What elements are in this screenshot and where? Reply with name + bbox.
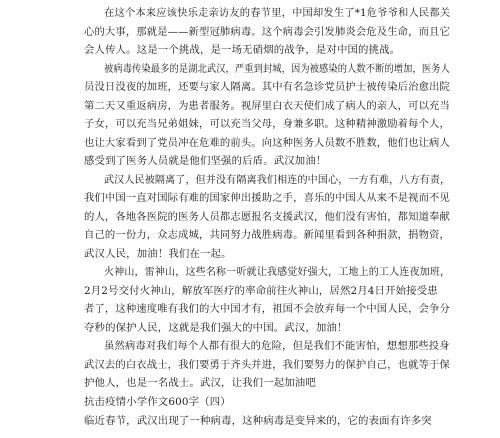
text-line: 也让大家看到了党员冲在危难的前头。向这种医务人员数不胜数，他们也让病人 [84, 136, 450, 149]
text-line: 2月2号交付火神山，解放军医疗的率命前往火神山，居然2月4日开始接受患 [84, 284, 438, 297]
text-line: 在这个本来应该快乐走亲访友的春节里，中国却发生了*1危爷爷和人民都关 [104, 7, 451, 19]
text-line: 虽然病毒对我们每个人都有很大的危险，但是我们不能害怕，想想那些投身 [104, 340, 450, 353]
text-line: 心的大事，那就是——新型冠肺病毒。这个病毒会引发肺炎会危及生命，而且它 [84, 25, 450, 38]
text-line: 护他人，也是一名战士。武汉，让我们一起加油吧 [84, 377, 316, 390]
text-line: 被病毒传染最多的是湖北武汉，严重到封城，因为被感染的人数不断的增加，医务人 [104, 62, 450, 75]
text-line: 武汉人民，加油！我们在一起。 [84, 247, 232, 260]
text-line: 抗击疫情小学作文600字（四） [84, 396, 231, 408]
text-line: 第二天又重返病房，为患者服务。视屏里白衣天使们成了病人的亲人，可以充当 [84, 99, 450, 112]
text-line: 感受到了医务人员就是他们坚强的后盾。武汉加油！ [84, 155, 327, 168]
text-line: 员没日没夜的加班，还要与家人隔离。其中有名急诊党员护士被传染后治愈出院 [84, 81, 450, 94]
text-line: 夺秒的保护人民，这就是我们强大的中国。武汉，加油！ [84, 321, 348, 334]
text-line: 武汉人民被隔离了，但并没有隔离我们相连的中国心，一方有难，八方有责， [104, 173, 451, 186]
text-line: 子女，可以充当兄弟姐妹，可以充当父母，身兼多职。这种精神激励着每个人， [84, 118, 450, 131]
text-line: 会人传人。这是一个挑战，是一场无硝烟的战争，是对中国的挑战。 [84, 44, 401, 56]
text-line: 我们中国一直对国际有难的国家伸出援助之手，喜乐的中国人从来不是视而不见 [84, 192, 450, 205]
text-line: 武汉去的白衣战士，我们要勇于齐头并进，我们要努力的保护自己，也就等于保 [84, 358, 450, 371]
text-line: 的人，各地各医院的医务人员都志愿报名支援武汉，他们没有害怕，都知道奉献 [84, 210, 450, 223]
text-line: 者了，这种速度唯有我们的大中国才有，祖国不会放弃每一个中国人民，会争分 [84, 303, 450, 316]
text-line: 临近春节，武汉出现了一种病毒，这种病毒是变异来的，它的表面有许多突 [84, 414, 432, 427]
text-line: 自己的一份力，众志成城，共同努力战胜病毒。新闻里看到各种捐款，捐物资， [84, 229, 450, 242]
text-line: 火神山，雷神山，这些名称一听就让我感觉好强大，工地上的工人连夜加班， [104, 266, 451, 279]
